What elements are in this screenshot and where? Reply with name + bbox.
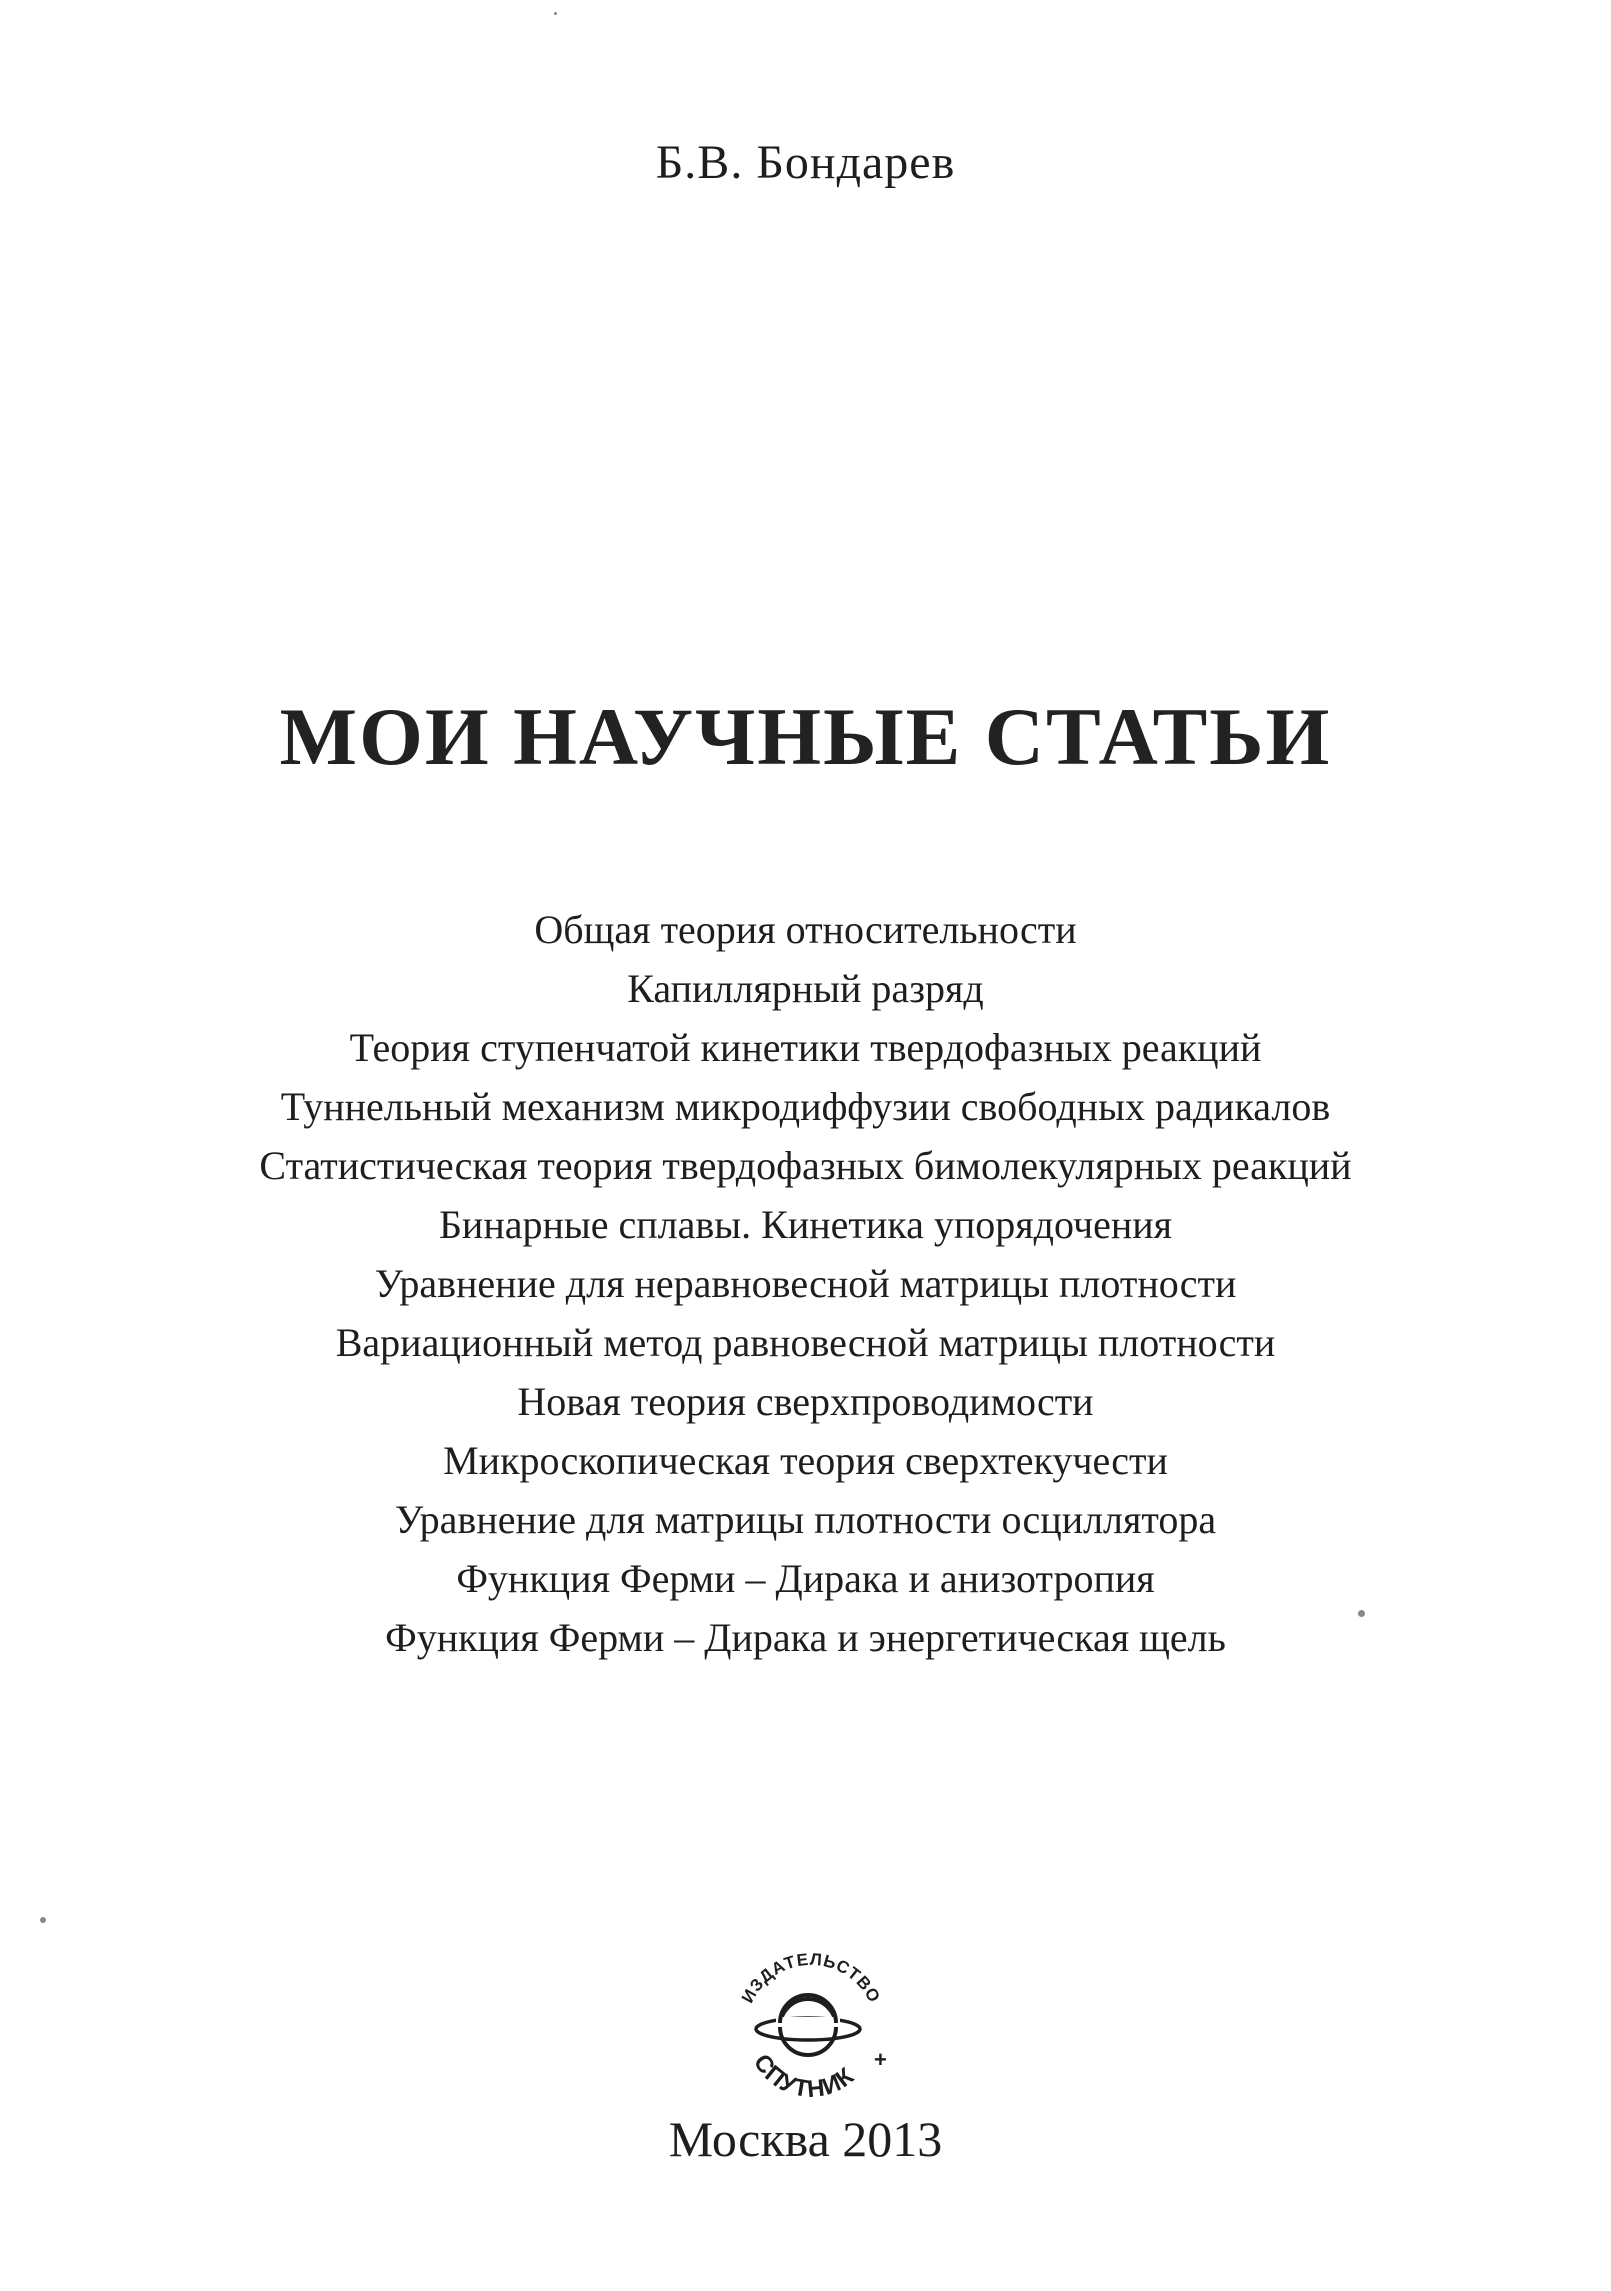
planet-icon	[756, 1995, 860, 2055]
imprint: Москва 2013	[668, 2111, 943, 2167]
scan-speck	[554, 12, 557, 15]
topic-list	[0, 900, 1611, 1667]
topic-item: Уравнение для матрицы плотности осциллятора	[394, 1497, 1217, 1542]
svg-text:СПУТНИК	[748, 2050, 860, 2104]
logo-bottom-text: СПУТНИК	[747, 2049, 860, 2104]
topic-item: Общая теория относительности	[534, 907, 1077, 952]
topic-item: Теория ступенчатой кинетики твердофазных реакций	[349, 1025, 1262, 1070]
publisher-logo	[716, 1935, 906, 2125]
topic-item: Функция Ферми – Дирака и анизотропия	[456, 1556, 1155, 1601]
topic-item: Микроскопическая теория сверхтекучести	[443, 1438, 1168, 1483]
topic-item: Капиллярный разряд	[627, 966, 984, 1011]
scan-speck	[40, 1917, 46, 1923]
topic-item: Вариационный метод равновесной матрицы плотности	[335, 1320, 1276, 1365]
book-title: МОИ НАУЧНЫЕ СТАТЬИ	[279, 691, 1332, 782]
topic-item: Новая теория сверхпроводимости	[517, 1379, 1094, 1424]
topic-item: Уравнение для неравновесной матрицы плотности	[374, 1261, 1237, 1306]
topic-item: Функция Ферми – Дирака и энергетическая щель	[385, 1615, 1226, 1660]
scan-speck	[1358, 1610, 1365, 1617]
logo-plus: +	[874, 2047, 887, 2072]
logo-top-text: ИЗДАТЕЛЬСТВО	[737, 1949, 885, 2007]
topic-item: Туннельный механизм микродиффузии свободных радикалов	[280, 1084, 1331, 1129]
topic-item: Статистическая теория твердофазных бимолекулярных реакций	[259, 1143, 1352, 1188]
author: Б.В. Бондарев	[655, 136, 956, 189]
topic-item: Бинарные сплавы. Кинетика упорядочения	[438, 1202, 1173, 1247]
